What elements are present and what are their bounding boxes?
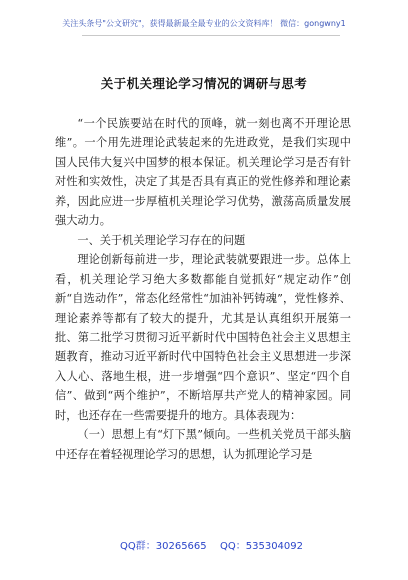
paragraph-overview: 理论创新每前进一步，理论武装就要跟进一步。总体上看，机关理论学习绝大多数都能自觉抓好“规定动作”创新“自选动作”，常态化经常性“加油补钙铸魂”，党性修养、理论素养等都有了较大的提升，尤其是认真组织开展第一批、第二批学习贯彻习近平新时代中国特色社会主义思想主题教育，推动习近平新时代中国特色社会主义思想进一步深入人心、落地生根，进一步增强“四个意识”、坚定“四个自信”、做到“两个维护”，不断培厚共产党人的精神家园。同时，也还存在一些需要提升的地方。具体表现为： bbox=[55, 253, 351, 422]
document-body bbox=[55, 114, 351, 464]
footer-qq: QQ：535304092 bbox=[220, 541, 304, 552]
header-note: 关注头条号"公文研究"，获得最新最全最专业的公文资料库！ 微信：gongwny1 bbox=[62, 19, 346, 28]
document-title: 关于机关理论学习情况的调研与思考 bbox=[100, 76, 308, 91]
paragraph-point-1: （一）思想上有“灯下黑”倾向。一些机关党员干部头脑中还存在着轻视理论学习的思想，认为抓理论学习是 bbox=[55, 428, 351, 461]
footer-qq-group: QQ群：30265665 bbox=[120, 541, 207, 552]
paragraph-intro: “一个民族要站在时代的顶峰，就一刻也离不开理论思维”。一个用先进理论武装起来的先进政党，是我们实现中国人民伟大复兴中国梦的根本保证。机关理论学习是否有针对性和实效性，决定了其是否具有真正的党性修养和理论素养，因此应进一步厚植机关理论学习优势，激荡高质量发展强大动力。 bbox=[55, 117, 351, 228]
section-heading: 一、关于机关理论学习存在的问题 bbox=[77, 233, 246, 247]
header-divider bbox=[82, 35, 340, 36]
